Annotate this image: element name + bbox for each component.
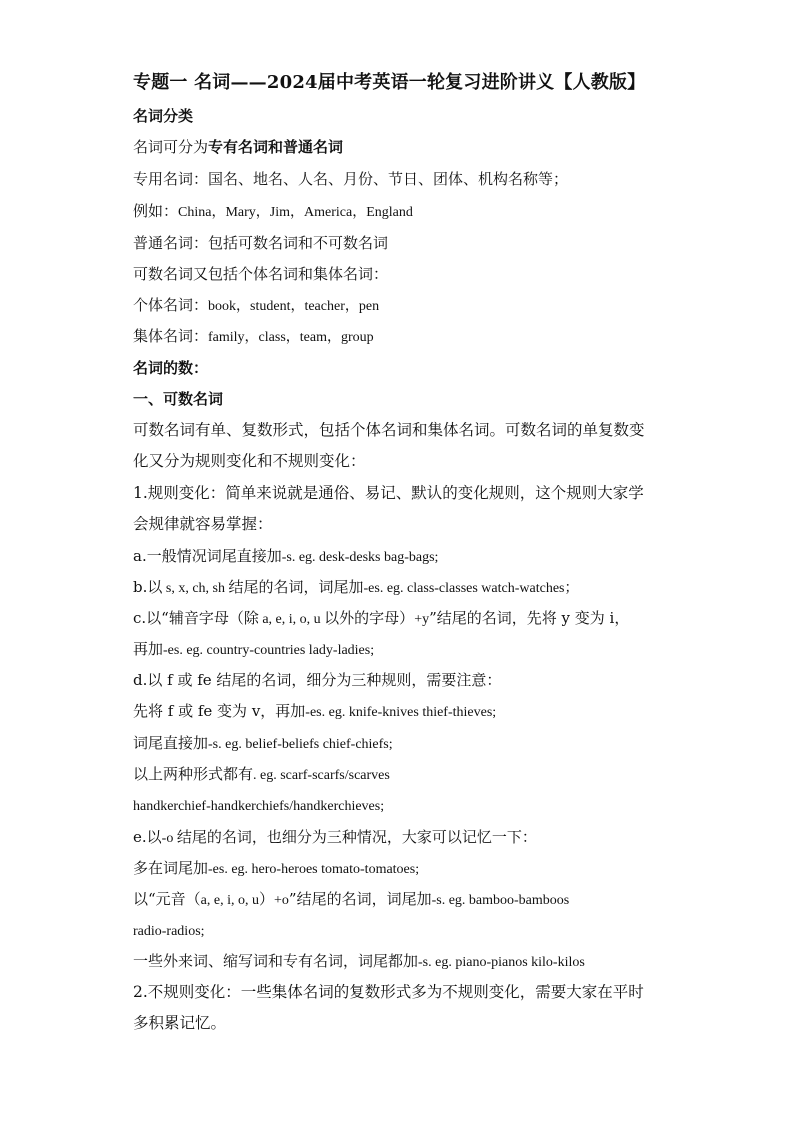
- paragraph-line: 可数名词有单、复数形式，包括个体名词和集体名词。可数名词的单复数变: [133, 421, 645, 439]
- english-segment: a, e, i, o, u: [258, 612, 325, 627]
- heading-countable-nouns: 一、可数名词: [133, 390, 224, 408]
- text-segment: 名词可分为: [133, 138, 209, 156]
- text-segment: 结尾的名词，词尾加: [228, 578, 364, 596]
- rule-d: d.以 f 或 fe 结尾的名词，细分为三种规则，需要注意：: [133, 671, 502, 689]
- rule-c-continued: [133, 639, 673, 661]
- heading-noun-number: 名词的数：: [133, 359, 209, 377]
- text-segment: e.以: [133, 828, 162, 846]
- rule-a: [133, 546, 673, 568]
- english-examples: -es. eg. class-classes watch-watches；: [363, 581, 579, 596]
- text-segment: 例如：: [133, 202, 179, 220]
- english-examples: -es. eg. hero-heroes tomato-tomatoes;: [208, 862, 420, 877]
- english-segment: s, x, ch, sh: [162, 581, 229, 596]
- irregular-rule-continued: 多积累记忆。: [133, 1014, 227, 1032]
- text-line: [133, 137, 673, 157]
- english-examples: -s. eg. desk-desks bag-bags;: [281, 550, 439, 565]
- english-segment: +y: [414, 612, 430, 627]
- rule-e: [133, 827, 673, 849]
- text-segment: 再加: [133, 640, 164, 658]
- text-line: 普通名词：包括可数名词和不可数名词: [133, 234, 389, 252]
- english-examples: China，Mary，Jim，America，England: [178, 205, 413, 220]
- rule-c: [133, 608, 673, 630]
- rule-e-3: [133, 951, 673, 973]
- text-line: [133, 201, 673, 223]
- english-segment: +o: [274, 893, 289, 908]
- text-segment: 以上两种形式都有: [133, 765, 254, 783]
- text-segment: a.一般情况词尾直接加: [133, 547, 282, 565]
- text-segment: ”结尾的名词，词尾加: [288, 890, 432, 908]
- text-segment: ）: [259, 890, 275, 908]
- english-examples: book，student，teacher，pen: [208, 299, 380, 314]
- english-examples: family，class，team，group: [208, 330, 374, 345]
- text-segment: 一些外来词、缩写词和专有名词，词尾都加: [133, 952, 419, 970]
- english-examples: . eg. scarf-scarfs/scarves: [253, 768, 390, 783]
- text-segment: ”结尾的名词，先将 y 变为 i，: [429, 609, 630, 627]
- rule-b: [133, 577, 673, 599]
- text-segment: 结尾的名词，也细分为三种情况，大家可以记忆一下：: [176, 828, 537, 846]
- english-examples: -es. eg. country-countries lady-ladies;: [163, 643, 375, 658]
- text-segment: 词尾直接加: [133, 734, 209, 752]
- rule-d-2: [133, 733, 673, 755]
- text-line: 可数名词又包括个体名词和集体名词：: [133, 265, 389, 283]
- rule-d-1: [133, 701, 673, 723]
- rule-e-2: [133, 889, 673, 911]
- rule-e-2-continued: [133, 920, 673, 942]
- document-title: 专题一 名词——2024届中考英语一轮复习进阶讲义【人教版】: [133, 72, 646, 93]
- text-line: [133, 326, 673, 348]
- english-examples: radio-radios;: [133, 924, 205, 939]
- english-segment: a, e, i, o, u: [200, 893, 259, 908]
- text-segment: 先将 f 或 fe 变为 v，再加: [133, 702, 306, 720]
- text-segment: b.以: [133, 578, 163, 596]
- paragraph-line: 1.规则变化：简单来说就是通俗、易记、默认的变化规则，这个规则大家学: [133, 484, 644, 502]
- english-examples: -s. eg. belief-beliefs chief-chiefs;: [208, 737, 393, 752]
- paragraph-line: 化又分为规则变化和不规则变化：: [133, 452, 366, 470]
- english-examples: handkerchief-handkerchiefs/handkerchieves;: [133, 799, 385, 814]
- text-segment: 以“元音（: [133, 890, 201, 908]
- text-segment: 多在词尾加: [133, 859, 209, 877]
- text-segment: 以外的字母）: [324, 609, 415, 627]
- english-examples: -s. eg. bamboo-bamboos: [431, 893, 570, 908]
- english-examples: -s. eg. piano-pianos kilo-kilos: [418, 955, 585, 970]
- text-line: 专用名词：国名、地名、人名、月份、节日、团体、机构名称等；: [133, 170, 569, 188]
- text-segment: 集体名词：: [133, 327, 209, 345]
- text-segment: 个体名词：: [133, 296, 209, 314]
- text-line: [133, 295, 673, 317]
- english-examples: -es. eg. knife-knives thief-thieves;: [305, 705, 497, 720]
- text-segment: c.以“辅音字母（除: [133, 609, 259, 627]
- english-segment: -o: [161, 831, 177, 846]
- rule-e-1: [133, 858, 673, 880]
- bold-term: 专有名词和普通名词: [208, 138, 344, 156]
- rule-d-3-continued: [133, 795, 673, 817]
- paragraph-line: 会规律就容易掌握：: [133, 515, 273, 533]
- rule-d-3: [133, 764, 673, 786]
- heading-noun-classification: 名词分类: [133, 107, 194, 125]
- irregular-rule: 2.不规则变化：一些集体名词的复数形式多为不规则变化，需要大家在平时: [133, 983, 644, 1001]
